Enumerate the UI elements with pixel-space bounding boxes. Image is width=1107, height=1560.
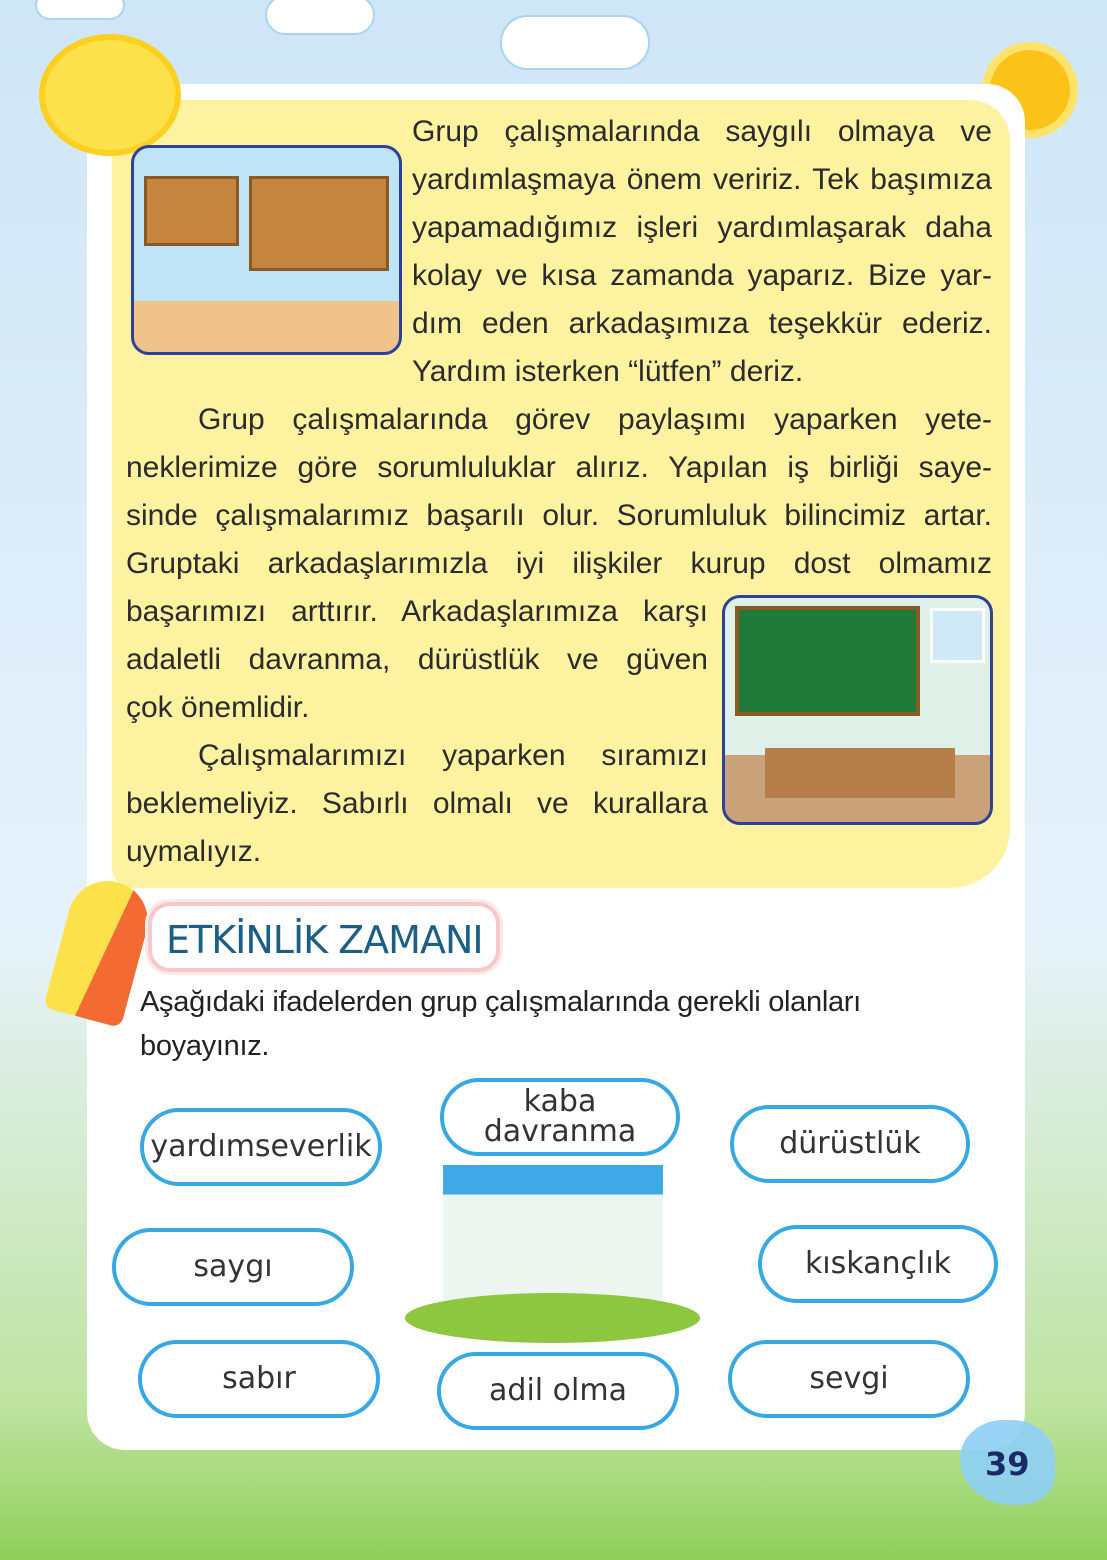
page-number: 39 xyxy=(985,1445,1030,1483)
illustration-kids-classroom xyxy=(722,595,993,825)
paragraph-4 xyxy=(126,732,708,876)
text-line: neklerimize göre sorumluluklar alırız. Yapılan iş birliği saye- xyxy=(126,451,992,484)
bee-flower-icon xyxy=(45,40,175,150)
sky-cloud xyxy=(500,15,650,70)
cloud-adil-olma[interactable]: adil olma xyxy=(437,1352,679,1430)
activity-instruction: Aşağıdaki ifadelerden grup çalışmalarında gerekli olanları boyayınız. xyxy=(140,986,861,1062)
cloud-sabir[interactable]: sabır xyxy=(138,1340,380,1418)
paragraph-3 xyxy=(126,588,708,732)
activity-title-box xyxy=(148,902,500,972)
text-line: uymalıyız. xyxy=(126,835,262,868)
sky-cloud xyxy=(35,0,125,20)
sky-cloud xyxy=(265,0,375,35)
text-line: başarımızı arttırır. Arkadaşlarımıza karşı xyxy=(126,595,708,628)
text-line: Grup çalışmalarında görev paylaşımı yaparken yete- xyxy=(198,403,992,436)
cloud-saygi[interactable]: saygı xyxy=(112,1228,354,1306)
text-line: Çalışmalarımızı yaparken sıramızı xyxy=(198,739,708,772)
text-line: çok önemlidir. xyxy=(126,691,310,724)
cloud-sevgi[interactable]: sevgi xyxy=(728,1340,970,1418)
cloud-kaba-davranma[interactable]: kaba davranma xyxy=(440,1078,680,1156)
cloud-yardimseverlik[interactable]: yardımseverlik xyxy=(140,1108,382,1186)
text-line: yapamadığımız işleri yardımlaşarak daha xyxy=(412,211,992,244)
illustration-kids-painting xyxy=(405,1165,700,1345)
activity-title: ETKİNLİK ZAMANI xyxy=(166,918,483,962)
text-line: kolay ve kısa zamanda yaparız. Bize yar- xyxy=(412,259,992,292)
paragraph-2 xyxy=(126,396,992,588)
text-line: Yardım isterken “lütfen” deriz. xyxy=(412,355,804,388)
text-line: adaletli davranma, dürüstlük ve güven xyxy=(126,643,708,676)
text-line: beklemeliyiz. Sabırlı olmalı ve kurallara xyxy=(126,787,708,820)
text-line: yardımlaşmaya önem veririz. Tek başımıza xyxy=(412,163,992,196)
text-line: Gruptaki arkadaşlarımızla iyi ilişkiler kurup dost olmamız xyxy=(126,547,992,580)
text-line: Grup çalışmalarında saygılı olmaya ve xyxy=(412,115,992,148)
text-line: sinde çalışmalarımız başarılı olur. Sorumluluk bilincimiz artar. xyxy=(126,499,992,532)
paragraph-1 xyxy=(412,108,992,396)
text-line: dım eden arkadaşımıza teşekkür ederiz. xyxy=(412,307,992,340)
cloud-kiskanclik[interactable]: kıskançlık xyxy=(758,1225,998,1303)
cloud-durustluk[interactable]: dürüstlük xyxy=(730,1105,970,1183)
illustration-kids-board xyxy=(131,145,402,355)
